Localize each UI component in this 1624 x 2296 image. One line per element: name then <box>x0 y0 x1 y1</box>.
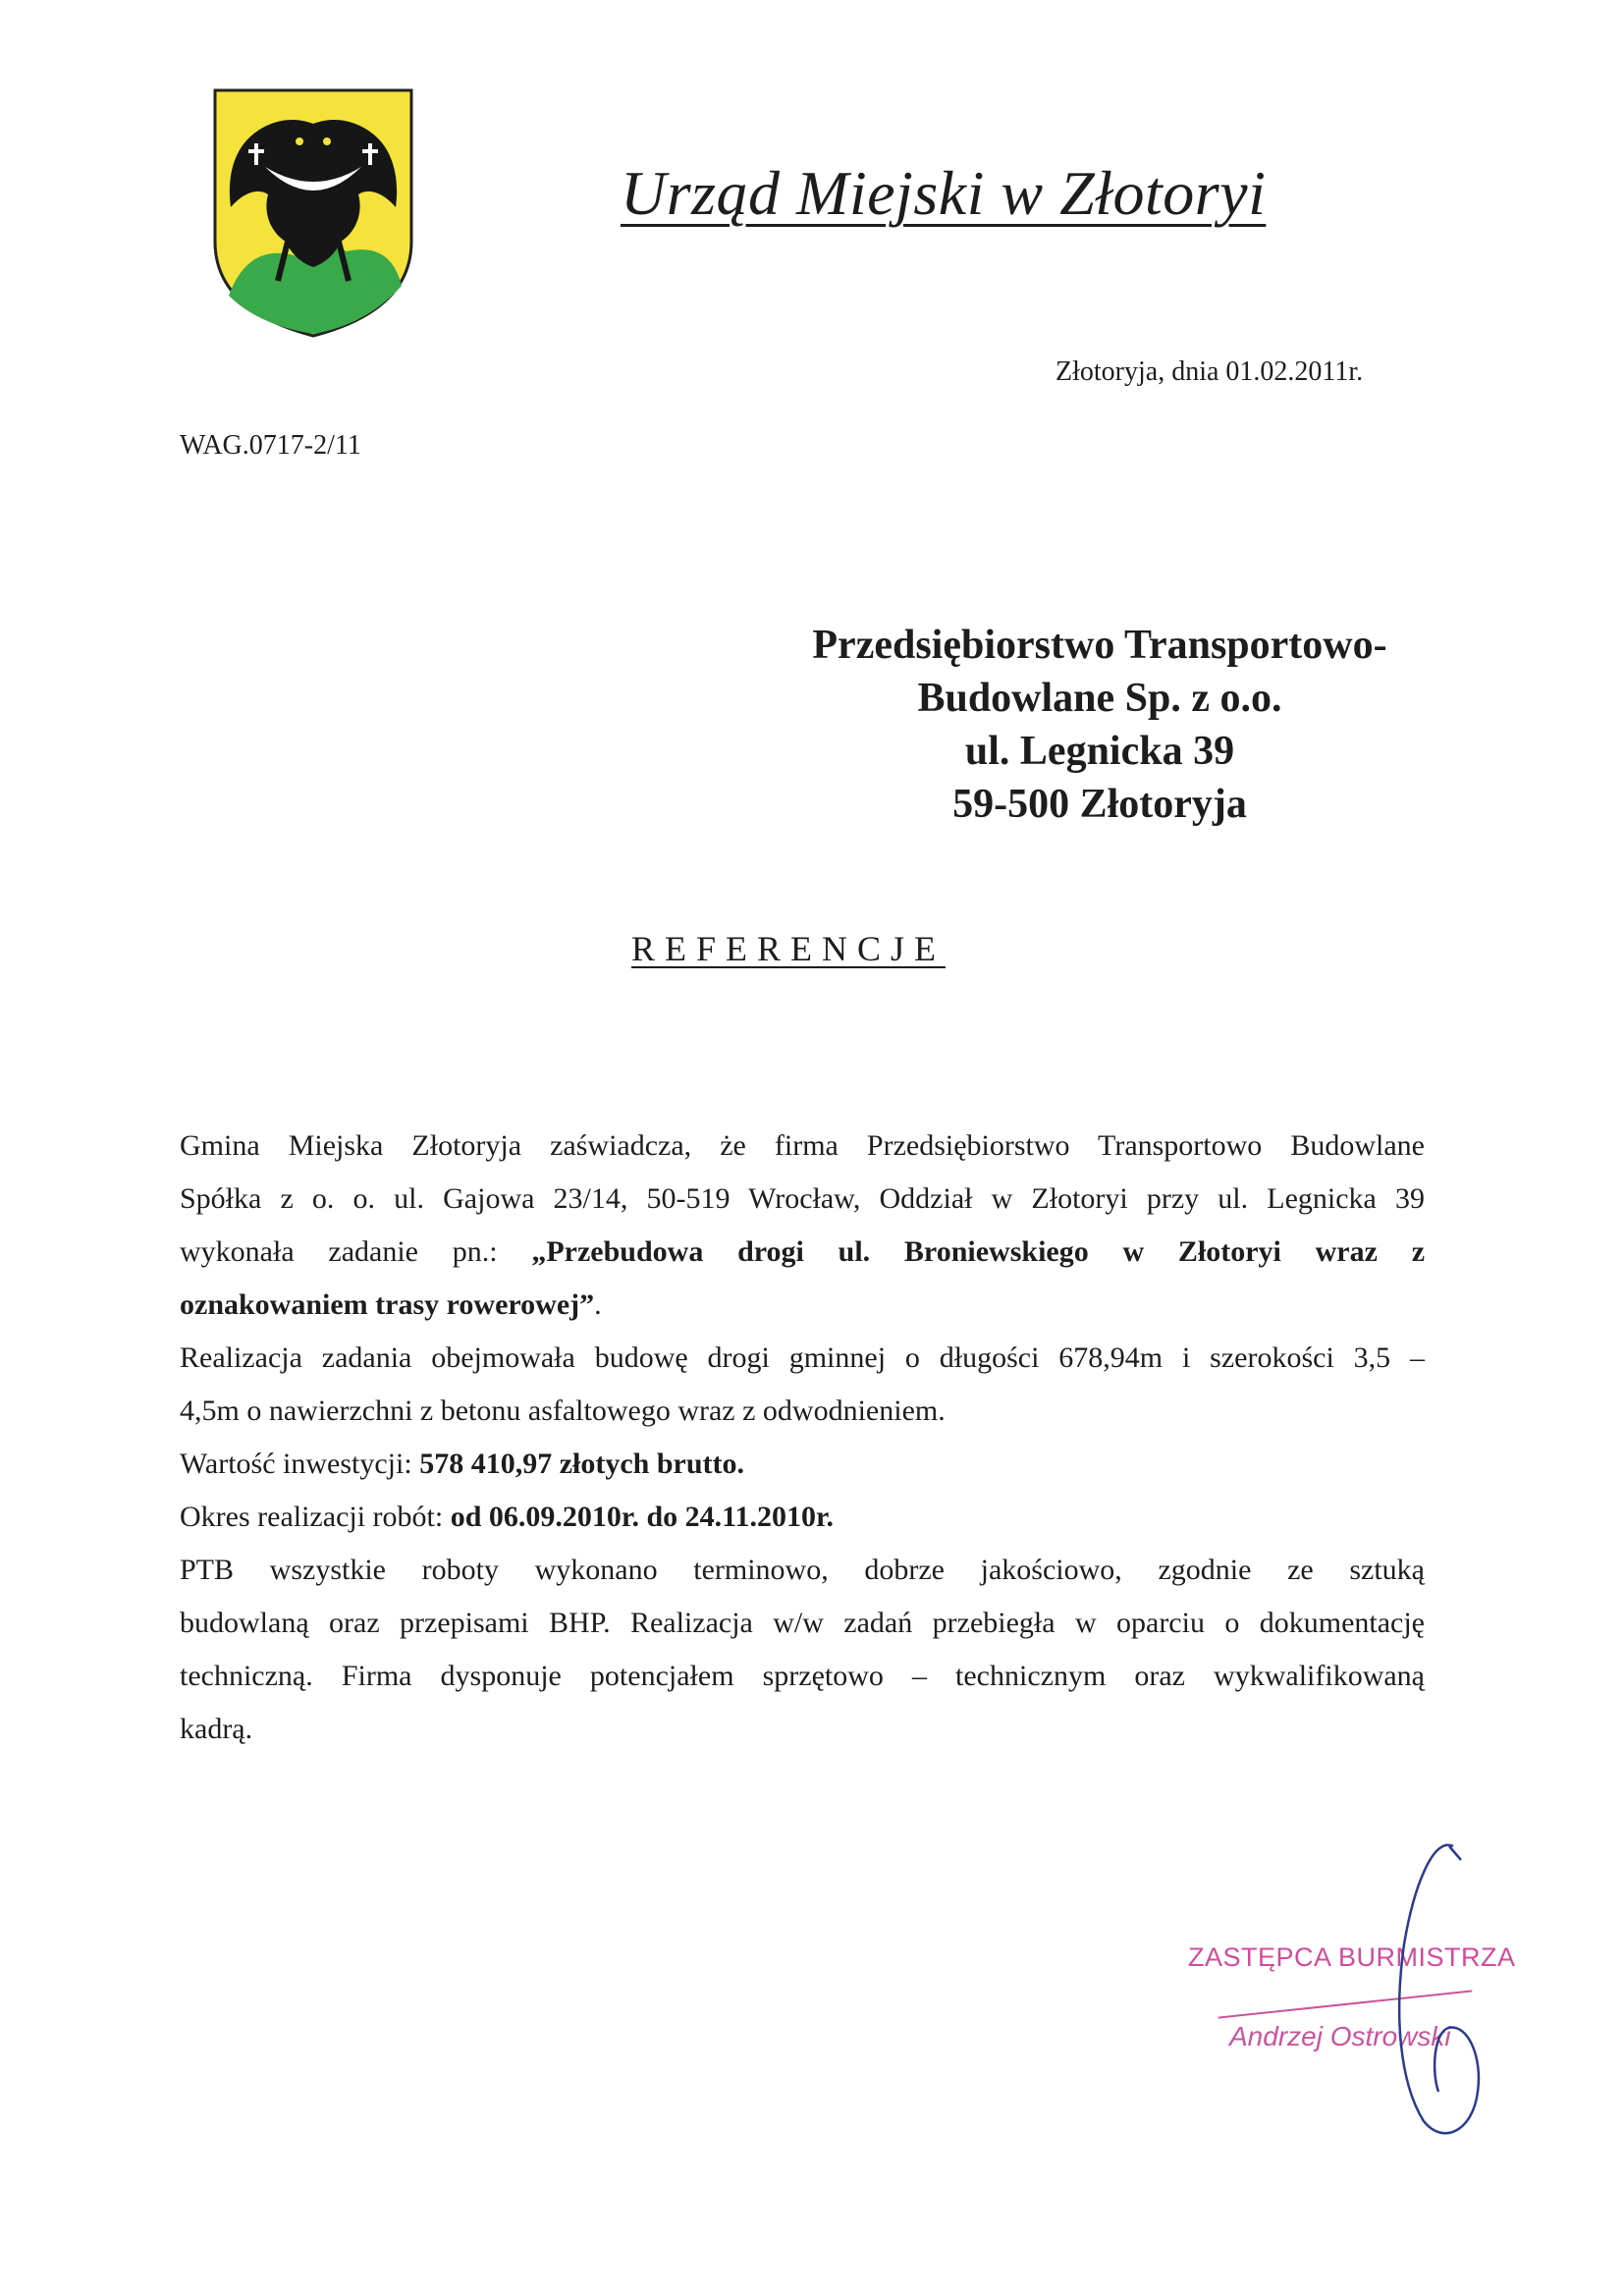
period-label: Okres realizacji robót: <box>180 1501 451 1533</box>
body-text: . <box>594 1288 602 1321</box>
body-line <box>180 1279 1425 1332</box>
stamp-role: ZASTĘPCA BURMISTRZA <box>1188 1942 1516 1972</box>
recipient-line: ul. Legnicka 39 <box>964 729 1235 774</box>
recipient-address <box>746 619 1453 831</box>
investment-label: Wartość inwestycji: <box>180 1448 420 1480</box>
body-text: wykonała zadanie pn.: <box>180 1235 532 1268</box>
recipient-line: Budowlane Sp. z o.o. <box>917 676 1282 721</box>
task-name: „Przebudowa drogi ul. Broniewskiego w Złotoryi wraz z <box>531 1235 1426 1268</box>
body-line: Gmina Miejska Złotoryja zaświadcza, że firma Przedsiębiorstwo Transportowo Budowlane <box>180 1129 1425 1162</box>
recipient-line: Przedsiębiorstwo Transportowo- <box>812 623 1387 668</box>
body-line <box>180 1491 1425 1544</box>
body-line <box>180 1438 1425 1491</box>
investment-value: 578 410,97 złotych brutto. <box>419 1448 745 1480</box>
body-line: 4,5m o nawierzchni z betonu asfaltowego wraz z odwodnieniem. <box>180 1394 946 1427</box>
recipient-line: 59-500 Złotoryja <box>952 782 1247 827</box>
coat-of-arms-icon <box>209 84 417 342</box>
reference-number: WAG.0717-2/11 <box>180 430 361 461</box>
period-value: od 06.09.2010r. do 24.11.2010r. <box>450 1501 835 1533</box>
task-name: oznakowaniem trasy rowerowej” <box>180 1288 595 1321</box>
body-line: Spółka z o. o. ul. Gajowa 23/14, 50-519 Wrocław, Oddział w Złotoryi przy ul. Legnicka 39 <box>180 1182 1425 1215</box>
signature-icon <box>1355 1827 1512 2141</box>
stamp-name: Andrzej Ostrowski <box>1229 2021 1451 2051</box>
office-title: Urząd Miejski w Złotoryi <box>621 158 1267 228</box>
document-title: REFERENCJE <box>631 929 947 968</box>
body-line: Realizacja zadania obejmowała budowę drogi gminnej o długości 678,94m i szerokości 3,5 – <box>180 1341 1425 1374</box>
letter-body <box>180 1120 1425 1756</box>
body-line: kadrą. <box>180 1713 253 1745</box>
body-line: PTB wszystkie roboty wykonano terminowo, dobrze jakościowo, zgodnie ze sztuką <box>180 1554 1425 1586</box>
body-line: budowlaną oraz przepisami BHP. Realizacja w/w zadań przebiegła w oparciu o dokumentację <box>180 1607 1425 1639</box>
body-line: techniczną. Firma dysponuje potencjałem sprzętowo – technicznym oraz wykwalifikowaną <box>180 1660 1425 1692</box>
place-date: Złotoryja, dnia 01.02.2011r. <box>1056 356 1364 387</box>
body-line <box>180 1226 1425 1279</box>
